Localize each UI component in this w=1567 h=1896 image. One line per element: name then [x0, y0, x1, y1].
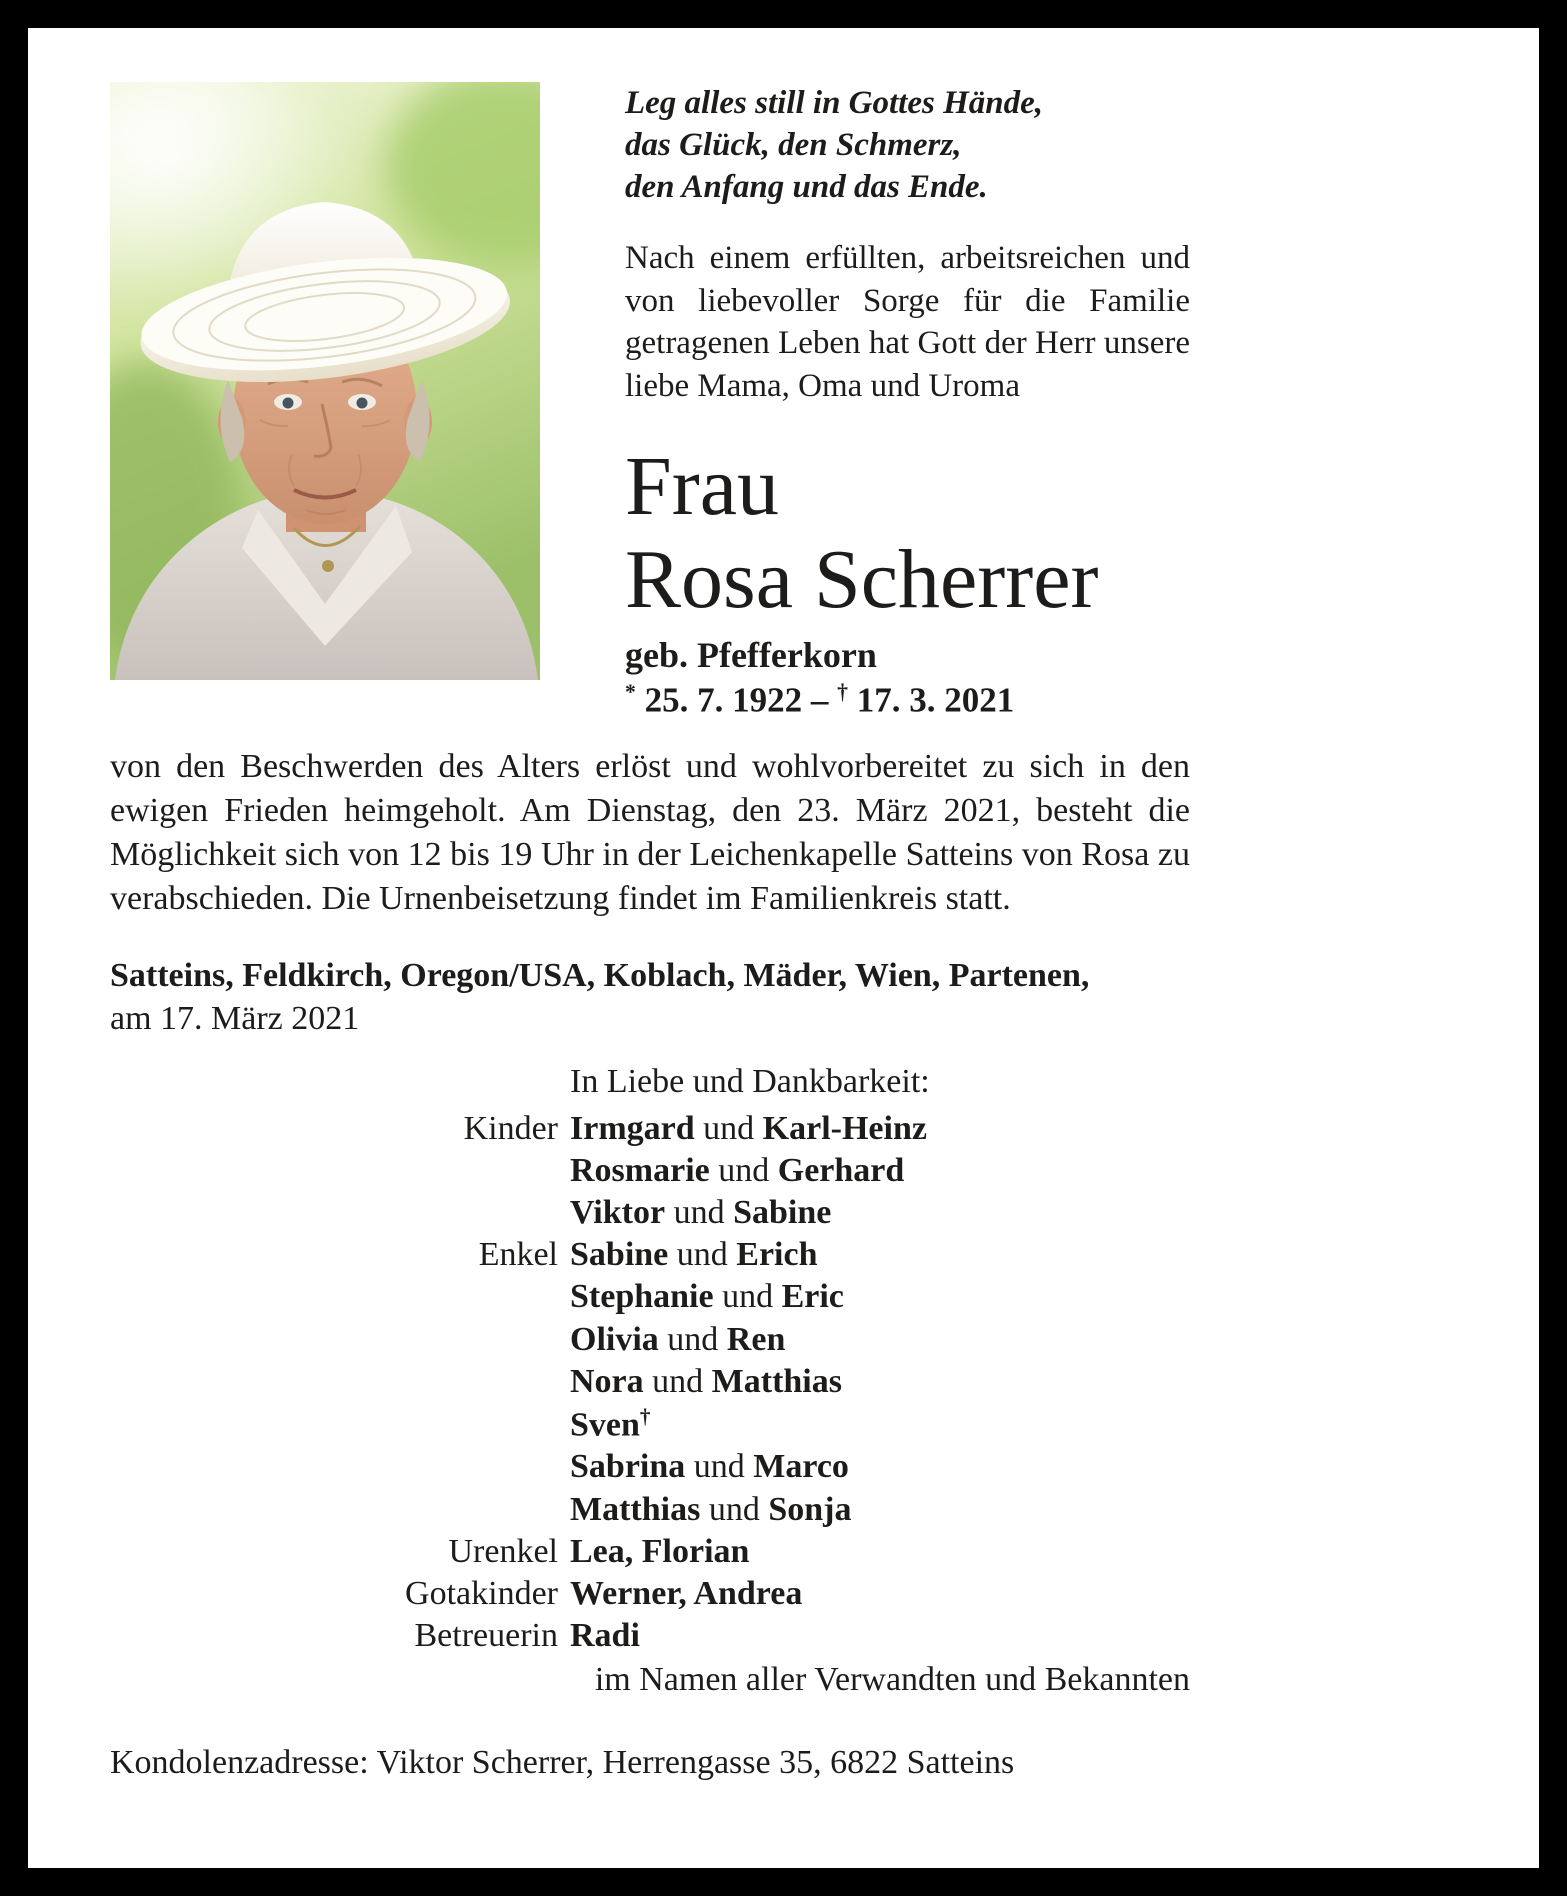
quote-line: Leg alles still in Gottes Hände,: [625, 85, 1043, 121]
family-relation-label: Enkel: [478, 1236, 558, 1274]
main-paragraph: von den Beschwerden des Alters erlöst und wohlvorbereitet zu sich in den ewigen Frieden heimgeholt. Am Dienstag, den 23. März 2021, besteht die Möglichkeit sich von 12 bis 19 Uhr in der Leichenkapelle Satteins von Rosa zu verabschieden. Die Urnenbeisetzung findet im Familienkreis statt.: [110, 747, 1190, 918]
family-row: [110, 1403, 1190, 1446]
quote-line: das Glück, den Schmerz,: [625, 127, 962, 164]
family-names: Werner, Andrea: [570, 1574, 803, 1612]
family-relation-label: Kinder: [463, 1109, 558, 1147]
name-title: Frau: [625, 440, 779, 534]
family-names: Sabine und Erich: [570, 1236, 818, 1274]
family-names: Matthias und Sonja: [570, 1490, 852, 1528]
family-relation-label: [110, 1319, 558, 1361]
date-separator: –: [810, 680, 829, 720]
family-row: [110, 1234, 1190, 1276]
family-names: Olivia und Ren: [570, 1320, 786, 1358]
family-row: [110, 1361, 1190, 1403]
family-relation-label: [110, 1361, 558, 1403]
family-list: [110, 1108, 1190, 1657]
family-row: [110, 1531, 1190, 1573]
condolence-address: Kondolenzadresse: Viktor Scherrer, Herrengasse 35, 6822 Satteins: [110, 1743, 1015, 1781]
family-row: [110, 1192, 1190, 1234]
family-row: [110, 1573, 1190, 1615]
family-relation-label: [110, 1192, 558, 1234]
family-relation-label: Urenkel: [448, 1532, 558, 1570]
death-date: 17. 3. 2021: [856, 680, 1015, 720]
quote-line: den Anfang und das Ende.: [625, 169, 988, 206]
name-block: [625, 441, 1190, 720]
life-dates: [625, 680, 1190, 721]
family-relation-label: [110, 1446, 558, 1488]
obituary-page: [28, 28, 1539, 1868]
intro-paragraph: Nach einem erfüllten, arbeitsreichen und von liebevoller Sorge für die Familie getragenen Leben hat Gott der Herr unsere liebe Mama, Oma und Uroma: [625, 239, 1190, 405]
family-names: Lea, Florian: [570, 1532, 750, 1570]
places-line: Satteins, Feldkirch, Oregon/USA, Koblach, Mäder, Wien, Partenen,: [110, 957, 1090, 995]
top-section: [110, 82, 1190, 721]
family-names: Sven†: [570, 1403, 651, 1444]
family-names: Viktor und Sabine: [570, 1194, 832, 1232]
family-relation-label: [110, 1276, 558, 1318]
family-relation-label: Betreuerin: [414, 1616, 558, 1654]
portrait-photo: [110, 82, 540, 680]
family-row: [110, 1615, 1190, 1657]
birth-symbol: *: [625, 679, 636, 704]
family-names: Stephanie und Eric: [570, 1278, 844, 1316]
family-relation-label: Gotakinder: [405, 1574, 558, 1612]
family-row: [110, 1150, 1190, 1192]
family-names: Irmgard und Karl-Heinz: [570, 1109, 927, 1147]
family-row: [110, 1319, 1190, 1361]
closing-line: im Namen aller Verwandten und Bekannten: [594, 1661, 1190, 1699]
family-names: Sabrina und Marco: [570, 1448, 849, 1486]
family-names: Radi: [570, 1616, 640, 1654]
date-line: am 17. März 2021: [110, 1000, 360, 1038]
obituary-content: [110, 82, 1190, 1785]
family-names: Nora und Matthias: [570, 1362, 842, 1400]
family-row: [110, 1446, 1190, 1488]
maiden-name: geb. Pfefferkorn: [625, 635, 877, 676]
deceased-name: Rosa Scherrer: [625, 532, 1099, 626]
family-row: [110, 1276, 1190, 1318]
family-names: Rosmarie und Gerhard: [570, 1151, 905, 1189]
gratitude-line: In Liebe und Dankbarkeit:: [570, 1062, 930, 1100]
header-text-column: [625, 82, 1190, 721]
birth-date: 25. 7. 1922: [644, 680, 803, 720]
family-relation-label: [110, 1403, 558, 1446]
death-symbol: †: [837, 679, 848, 704]
family-row: [110, 1108, 1190, 1150]
family-relation-label: [110, 1150, 558, 1192]
opening-quote: [625, 82, 1190, 209]
family-relation-label: [110, 1489, 558, 1531]
family-row: [110, 1489, 1190, 1531]
